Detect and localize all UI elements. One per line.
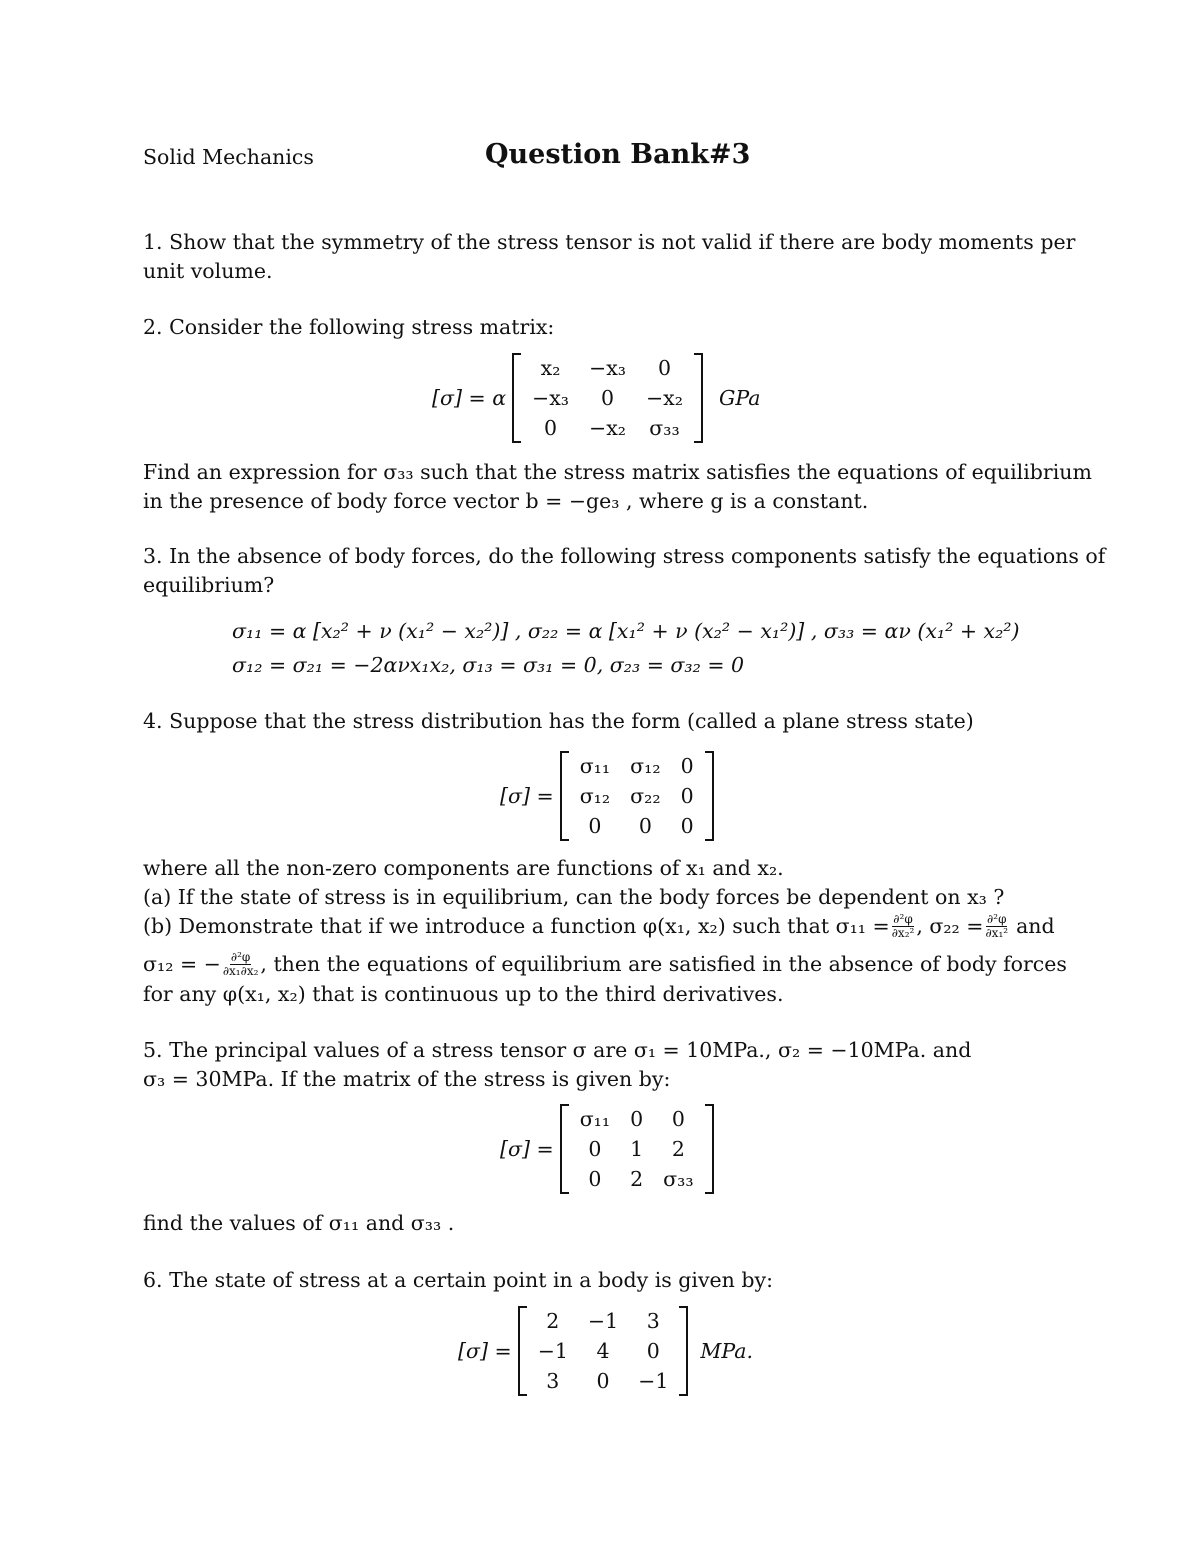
q4-line1: where all the non-zero components are functions of x₁ and x₂. xyxy=(143,856,784,880)
q3-equation-1: σ₁₁ = α [x₂² + ν (x₁² − x₂²)] , σ₂₂ = α [x₁² + ν (x₂² − x₁²)] , σ₃₃ = αν (x₁² + x₂²) xyxy=(232,619,1020,643)
q2-line2: in the presence of body force vector b = −ge₃ , where g is a constant. xyxy=(143,489,869,513)
q5-line2: σ₃ = 30MPa. If the matrix of the stress is given by: xyxy=(143,1067,671,1091)
q4-part-b-line1 xyxy=(143,912,1055,941)
matrix-cell: 0 xyxy=(680,754,694,778)
matrix-cell: σ₁₂ xyxy=(579,784,611,808)
q1-line2: unit volume. xyxy=(143,259,273,283)
matrix-cell: 0 xyxy=(588,1137,602,1161)
matrix-cell: 2 xyxy=(630,1167,644,1191)
q3-line2: equilibrium? xyxy=(143,573,275,597)
q1-line1: 1. Show that the symmetry of the stress tensor is not valid if there are body moments per xyxy=(143,230,1076,254)
matrix-cell: −x₂ xyxy=(589,416,626,440)
q4-part-b-text: σ₁₂ = − xyxy=(143,952,221,976)
matrix-cell: 0 xyxy=(680,784,694,808)
q4-part-b-text: , σ₂₂ = xyxy=(916,914,984,938)
matrix-cell: 2 xyxy=(671,1137,685,1161)
matrix-cell: σ₃₃ xyxy=(663,1167,694,1191)
matrix-cell: 4 xyxy=(596,1339,610,1363)
q6-lhs: [σ] = xyxy=(458,1339,512,1363)
fraction-numerator: ∂²φ xyxy=(893,912,913,926)
fraction-denominator: ∂x₁∂x₂ xyxy=(222,964,259,978)
q5-matrix xyxy=(560,1104,714,1194)
q2-matrix xyxy=(512,353,703,443)
q3-equation-2: σ₁₂ = σ₂₁ = −2ανx₁x₂, σ₁₃ = σ₃₁ = 0, σ₂₃ = σ₃₂ = 0 xyxy=(232,653,745,677)
matrix-cell: x₂ xyxy=(540,356,561,380)
matrix-cell: −x₃ xyxy=(532,386,570,410)
fraction xyxy=(223,951,259,978)
page-title: Question Bank#3 xyxy=(485,139,751,170)
q6-matrix xyxy=(518,1306,689,1396)
q6-matrix-equation xyxy=(458,1306,753,1396)
q6-intro: 6. The state of stress at a certain point in a body is given by: xyxy=(143,1268,774,1292)
fraction xyxy=(892,913,915,940)
q3-line1: 3. In the absence of body forces, do the following stress components satisfy the equations of xyxy=(143,544,1106,568)
matrix-cell: σ₁₁ xyxy=(579,1107,611,1131)
q4-part-b-line3: for any φ(x₁, x₂) that is continuous up to the third derivatives. xyxy=(143,982,784,1006)
matrix-cell: −x₂ xyxy=(645,386,683,410)
q4-part-b-text: (b) Demonstrate that if we introduce a function φ(x₁, x₂) such that σ₁₁ = xyxy=(143,914,890,938)
q5-line3: find the values of σ₁₁ and σ₃₃ . xyxy=(143,1211,455,1235)
matrix-cell: 0 xyxy=(630,1107,644,1131)
q4-lhs: [σ] = xyxy=(500,784,554,808)
q2-matrix-equation xyxy=(432,353,760,443)
course-name: Solid Mechanics xyxy=(143,145,314,169)
matrix-cell: 0 xyxy=(671,1107,685,1131)
matrix-cell: −1 xyxy=(537,1339,568,1363)
matrix-cell: 0 xyxy=(680,814,694,838)
q4-part-a: (a) If the state of stress is in equilibrium, can the body forces be dependent on x₃ ? xyxy=(143,885,1005,909)
q5-line1: 5. The principal values of a stress tensor σ are σ₁ = 10MPa., σ₂ = −10MPa. and xyxy=(143,1038,972,1062)
matrix-cell: 0 xyxy=(638,814,652,838)
q6-unit: MPa. xyxy=(700,1339,753,1363)
q4-part-b-text: , then the equations of equilibrium are satisfied in the absence of body forces xyxy=(260,952,1067,976)
matrix-cell: 0 xyxy=(544,416,558,440)
fraction xyxy=(985,913,1008,940)
fraction-denominator: ∂x₁² xyxy=(985,926,1009,940)
q4-matrix-equation xyxy=(500,751,720,841)
matrix-cell: 0 xyxy=(588,1167,602,1191)
matrix-cell: 3 xyxy=(546,1369,560,1393)
q2-lhs: [σ] = α xyxy=(432,386,507,410)
q2-intro: 2. Consider the following stress matrix: xyxy=(143,315,555,339)
fraction-numerator: ∂²φ xyxy=(987,912,1007,926)
matrix-cell: σ₃₃ xyxy=(649,416,680,440)
q2-line1: Find an expression for σ₃₃ such that the stress matrix satisfies the equations of equilibrium xyxy=(143,460,1092,484)
q4-part-b-text: and xyxy=(1016,914,1055,938)
matrix-cell: 0 xyxy=(600,386,615,410)
matrix-cell: σ₁₁ xyxy=(579,754,611,778)
matrix-cell: 0 xyxy=(596,1369,610,1393)
q5-lhs: [σ] = xyxy=(500,1137,554,1161)
matrix-cell: σ₂₂ xyxy=(630,784,661,808)
q4-intro: 4. Suppose that the stress distribution has the form (called a plane stress state) xyxy=(143,709,974,733)
matrix-cell: −1 xyxy=(638,1369,669,1393)
matrix-cell: 2 xyxy=(546,1309,560,1333)
q2-unit: GPa xyxy=(718,386,761,410)
matrix-cell: 3 xyxy=(646,1309,660,1333)
q5-matrix-equation xyxy=(500,1104,720,1194)
matrix-cell: 0 xyxy=(646,1339,660,1363)
matrix-cell: 0 xyxy=(588,814,602,838)
q4-part-b-line2 xyxy=(143,950,1067,979)
matrix-cell: 0 xyxy=(657,356,671,380)
matrix-cell: −1 xyxy=(587,1309,619,1333)
matrix-cell: −x₃ xyxy=(589,356,626,380)
matrix-cell: σ₁₂ xyxy=(630,754,661,778)
fraction-denominator: ∂x₂² xyxy=(891,926,915,940)
q4-matrix xyxy=(560,751,714,841)
fraction-numerator: ∂²φ xyxy=(230,950,251,964)
matrix-cell: 1 xyxy=(630,1137,644,1161)
